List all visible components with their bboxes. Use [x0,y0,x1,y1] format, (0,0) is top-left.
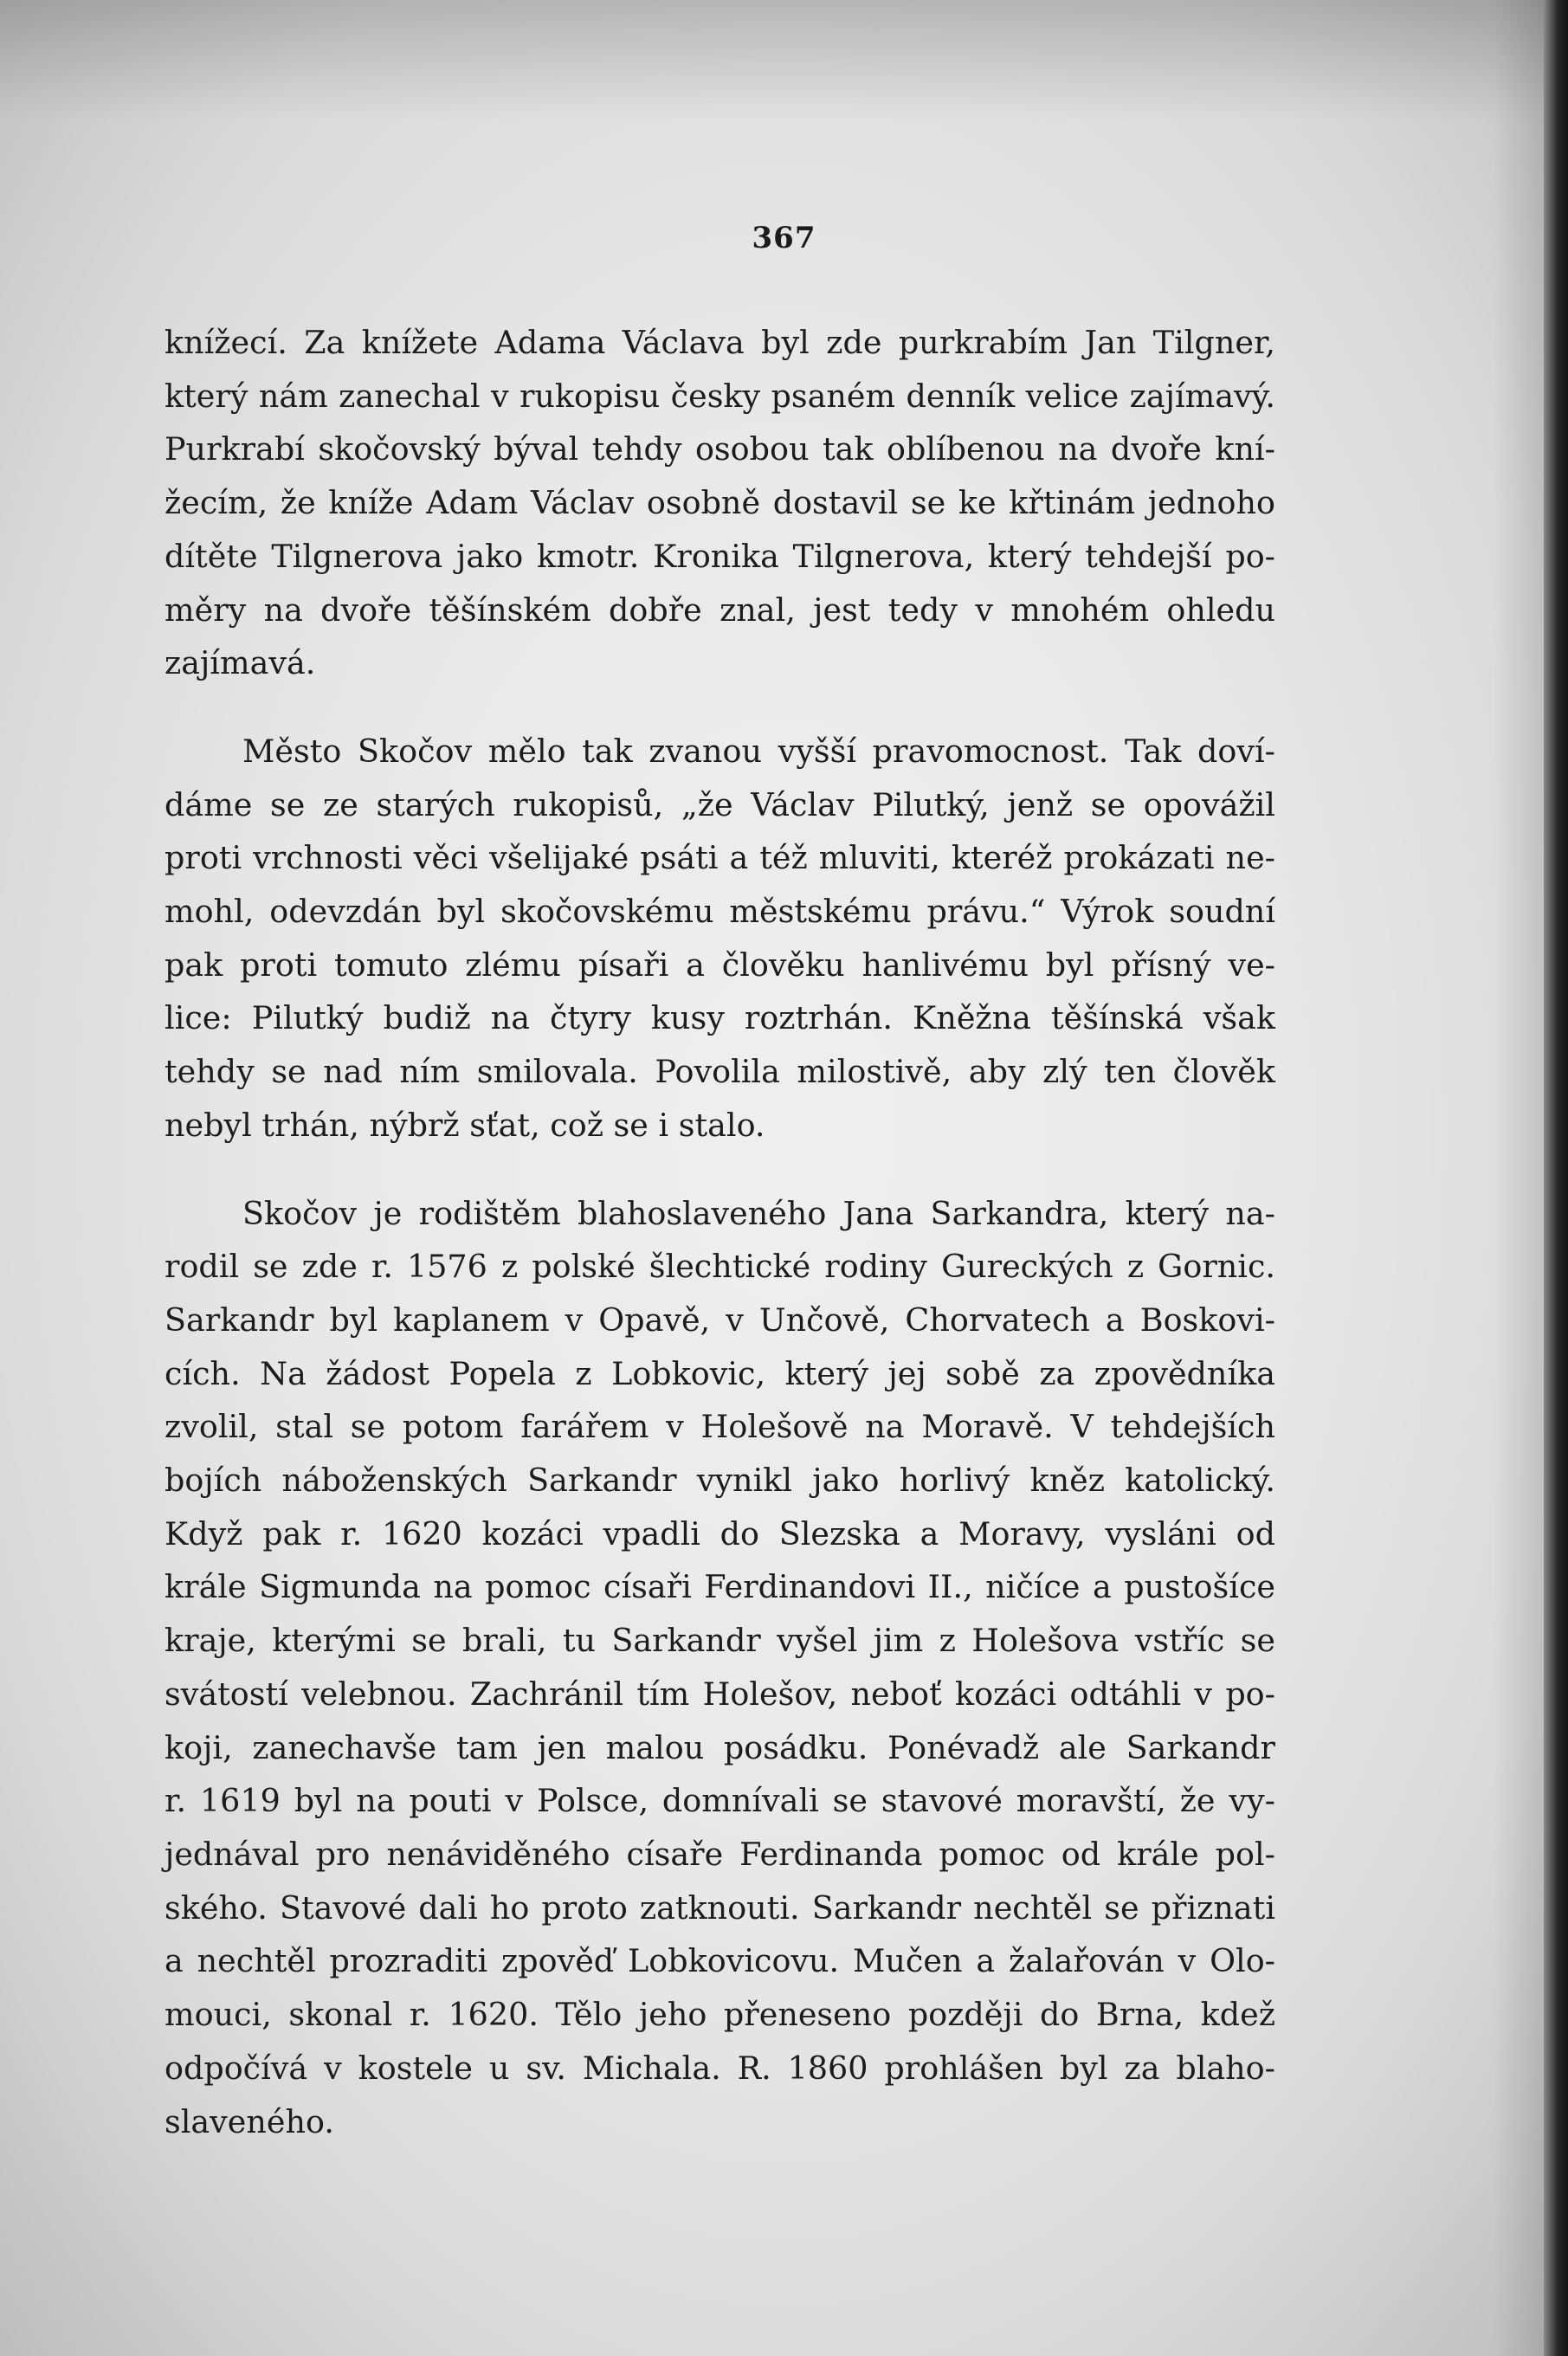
text-line: cích. Na žádost Popela z Lobkovic, který jej sobě za zpovědníka [165,1354,1275,1392]
text-line: nebyl trhán, nýbrž sťat, což se i stalo. [165,1106,765,1144]
text-line: dáme se ze starých rukopisů, „že Václav Pilutký, jenž se opovážil [165,785,1275,823]
page-number: 367 [752,221,816,255]
text-line: žecím, že kníže Adam Václav osobně dostavil se ke křtinám jednoho [165,484,1275,522]
text-line: zvolil, stal se potom farářem v Holešově na Moravě. V tehdejších [165,1408,1275,1446]
text-line: mohl, odevzdán byl skočovskému městskému právu.“ Výrok soudní [165,893,1275,931]
text-line: bojích náboženských Sarkandr vynikl jako horlivý kněz katolický. [165,1462,1275,1500]
text-line: proti vrchnosti věci všelijaké psáti a též mluviti, kteréž prokázati ne- [165,839,1275,877]
body-text [165,316,1275,2183]
text-line: jednával pro nenáviděného císaře Ferdinanda pomoc od krále pol- [165,1835,1275,1873]
text-line: r. 1619 byl na pouti v Polsce, domnívali se stavové moravští, že vy- [165,1782,1275,1820]
text-line: zajímavá. [165,644,316,682]
text-line: který nám zanechal v rukopisu česky psaném denník velice zajímavý. [165,377,1275,415]
text-line: odpočívá v kostele u sv. Michala. R. 1860 prohlášen byl za blaho- [165,2049,1275,2087]
text-line: lice: Pilutký budiž na čtyry kusy roztrhán. Kněžna těšínská však [165,999,1275,1037]
text-line: krále Sigmunda na pomoc císaři Ferdinandovi II., ničíce a pustošíce [165,1568,1275,1606]
text-line: pak proti tomuto zlému písaři a člověku hanlivému byl přísný ve- [165,946,1275,984]
text-line: rodil se zde r. 1576 z polské šlechtické rodiny Gureckých z Gornic. [165,1248,1275,1286]
text-line: Sarkandr byl kaplanem v Opavě, v Unčově, Chorvatech a Boskovi- [165,1301,1275,1339]
text-line: a nechtěl prozraditi zpověď Lobkovicovu. Mučen a žalařován v Olo- [165,1942,1275,1980]
paragraph-1 [165,316,1275,690]
scan-top-shadow [0,0,1568,121]
text-line: slaveného. [165,2102,334,2140]
text-line: ského. Stavové dali ho proto zatknouti. Sarkandr nechtěl se přiznati [165,1888,1275,1927]
paragraph-3 [165,1187,1275,2149]
text-line: koji, zanechavše tam jen malou posádku. Ponévadž ale Sarkandr [165,1728,1275,1766]
book-edge [1544,0,1568,2356]
text-line: mouci, skonal r. 1620. Tělo jeho přeneseno později do Brna, kdež [165,1996,1275,2034]
paragraph-2 [165,725,1275,1152]
text-line: knížecí. Za knížete Adama Václava byl zde purkrabím Jan Tilgner, [165,324,1275,361]
text-line: svátostí velebnou. Zachránil tím Holešov, neboť kozáci odtáhli v po- [165,1675,1275,1713]
text-line: Když pak r. 1620 kozáci vpadli do Slezska a Moravy, vysláni od [165,1514,1275,1552]
text-line: Purkrabí skočovský býval tehdy osobou tak oblíbenou na dvoře kní- [165,430,1275,468]
text-line: dítěte Tilgnerova jako kmotr. Kronika Tilgnerova, který tehdejší po- [165,537,1275,575]
text-line: kraje, kterými se brali, tu Sarkandr vyšel jim z Holešova vstříc se [165,1622,1275,1660]
text-line: Skočov je rodištěm blahoslaveného Jana Sarkandra, který na- [242,1194,1275,1232]
text-line: tehdy se nad ním smilovala. Povolila milostivě, aby zlý ten člověk [165,1053,1275,1091]
text-line: měry na dvoře těšínském dobře znal, jest tedy v mnohém ohledu [165,591,1275,629]
scan-edge-shadow [1492,0,1544,2356]
text-line: Město Skočov mělo tak zvanou vyšší pravomocnost. Tak doví- [242,732,1275,770]
